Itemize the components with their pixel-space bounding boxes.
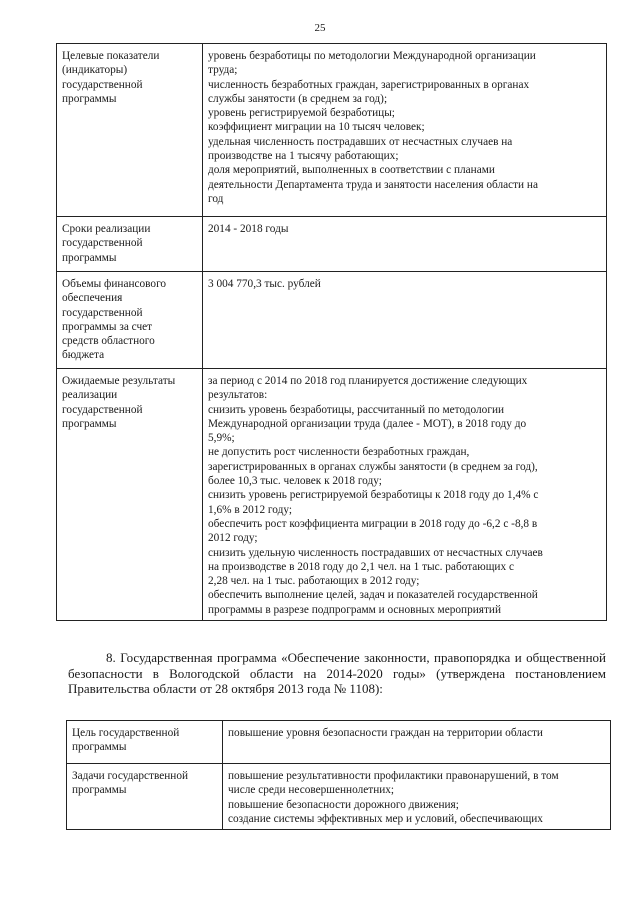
section-heading: 8. Государственная программа «Обеспечение законности, правопорядка и общественной безопасности в Вологодской области на 2014-2020 годы» (утверждена постановлением Правительства области от 28 октября 2013 года № 1108): [68, 650, 606, 697]
table-row [67, 721, 611, 764]
value-lines: повышение результативности профилактики правонарушений, в том числе среди несовершеннолетних; повышение безопасности дорожного движения; создание системы эффективных мер и условий, обеспечивающих [228, 770, 559, 825]
row-value [203, 217, 607, 272]
row-label [67, 764, 223, 830]
value-lines: за период с 2014 по 2018 год планируется достижение следующих результатов: снизить уровень безработицы, рассчитанный по методологии Международной организации труда (далее - МОТ), в 2018 году до 5,9%; не допустить рост численности безработных граждан, зарегистрированных в органах службы занятости (в среднем за год), более 10,3 тыс. человек к 2018 году; снизить уровень регистрируемой безработицы к 2018 году до 1,4% с 1,6% в 2012 году; обеспечить рост коэффициента миграции в 2018 году до -6,2 с -8,8 в 2012 году; снизить удельную численность пострадавших от несчастных случаев на производстве в 2018 году до 2,1 чел. на 1 тыс. работающих с 2,28 чел. на 1 тыс. работающих в 2012 году; обеспечить выполнение целей, задач и показателей государственной программы в разрезе подпрограмм и основных мероприятий [208, 375, 543, 616]
row-label [57, 272, 203, 369]
table-row [57, 369, 607, 621]
label-lines: Сроки реализации государственной программы [62, 223, 151, 264]
page-number: 25 [314, 22, 326, 34]
table-row [67, 764, 611, 830]
label-lines: Целевые показатели (индикаторы) государственной программы [62, 50, 160, 105]
row-label [57, 44, 203, 217]
label-lines: Ожидаемые результаты реализации государственной программы [62, 375, 176, 430]
program-8-table [66, 720, 611, 830]
row-value [223, 721, 611, 764]
row-value [223, 764, 611, 830]
row-label [57, 369, 203, 621]
table-row [57, 217, 607, 272]
value-lines: 3 004 770,3 тыс. рублей [208, 278, 321, 290]
row-label [57, 217, 203, 272]
value-lines: повышение уровня безопасности граждан на территории области [228, 727, 543, 739]
row-label [67, 721, 223, 764]
label-lines: Цель государственной программы [72, 727, 180, 754]
program-passport-table [56, 43, 607, 621]
value-lines: 2014 - 2018 годы [208, 223, 289, 235]
row-value [203, 369, 607, 621]
row-value [203, 44, 607, 217]
row-value [203, 272, 607, 369]
table-row [57, 44, 607, 217]
label-lines: Объемы финансового обеспечения государственной программы за счет средств областного бюджета [62, 278, 167, 362]
table-row [57, 272, 607, 369]
value-lines: уровень безработицы по методологии Международной организации труда; численность безработных граждан, зарегистрированных в органах службы занятости (в среднем за год); уровень регистрируемой безработицы; коэффициент миграции на 10 тысяч человек; удельная численность пострадавших от несчастных случаев на производстве на 1 тысячу работающих; доля мероприятий, выполненных в соответствии с планами деятельности Департамента труда и занятости населения области на год [208, 50, 538, 205]
label-lines: Задачи государственной программы [72, 770, 189, 797]
